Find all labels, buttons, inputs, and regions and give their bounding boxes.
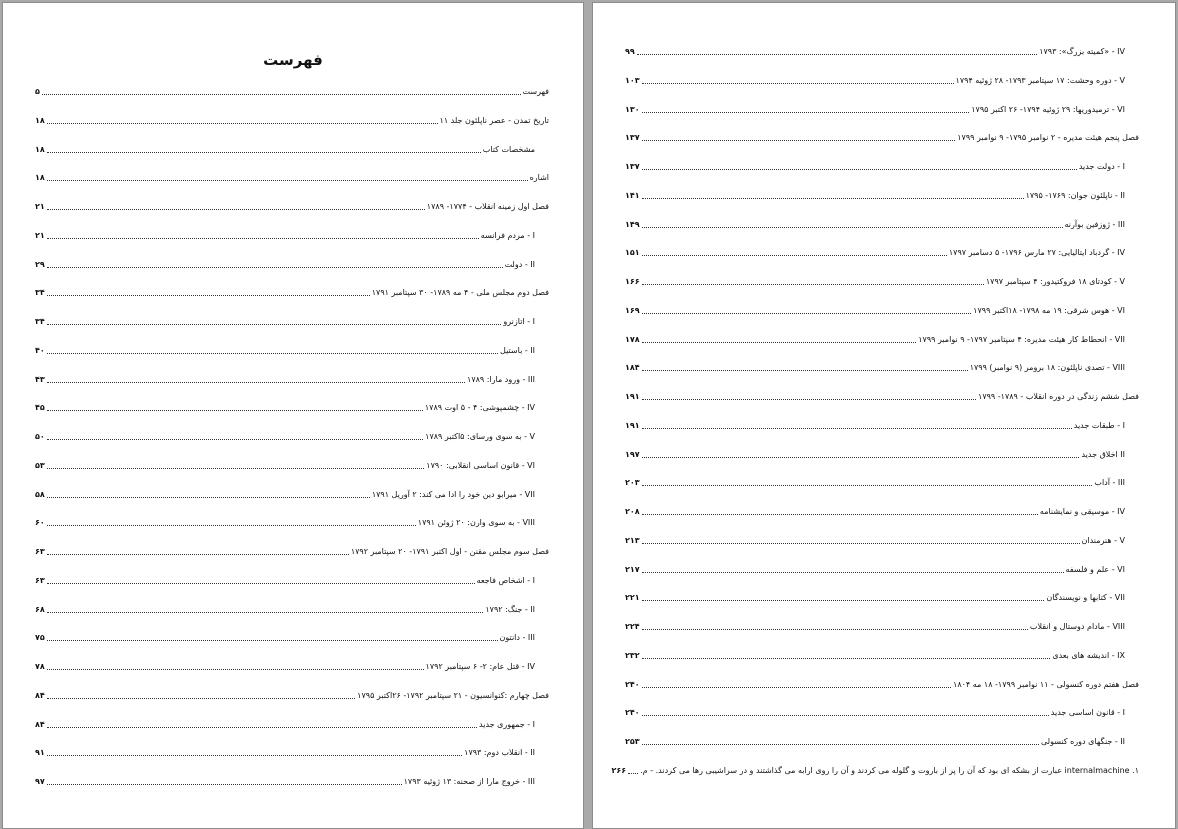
toc-entry-title: فصل چهارم :کنوانسیون - ۲۱ سپتامبر ۱۷۹۲- ۲۶اکتبر ۱۷۹۵	[357, 690, 549, 700]
dot-leader	[628, 773, 638, 774]
toc-entry-title: IX - اندیشه های بعدی	[1052, 650, 1125, 660]
toc-entry-title: II - جنگ: ۱۷۹۲	[485, 604, 535, 614]
toc-entry-title: II - انقلاب دوم: ۱۷۹۳	[464, 748, 535, 758]
toc-entry-title: II - جنگهای دوره کنسولی	[1040, 737, 1125, 746]
toc-entry-page-number: ۵۳	[35, 460, 45, 470]
dot-leader	[642, 112, 970, 113]
dot-leader	[47, 439, 423, 440]
toc-entry[interactable]	[625, 277, 1139, 287]
toc-entry-page-number: ۲۶۶	[611, 765, 627, 775]
dot-leader	[642, 399, 976, 400]
toc-entry-page-number: ۲۱۷	[625, 564, 640, 574]
toc-entry[interactable]	[35, 317, 549, 327]
toc-entry[interactable]	[625, 162, 1139, 172]
toc-entry-title: اشاره	[529, 173, 549, 183]
dot-leader	[642, 715, 1049, 716]
dot-leader	[47, 123, 438, 124]
dot-leader	[47, 152, 481, 153]
toc-entry-title: II - دولت	[504, 259, 535, 269]
dot-leader	[642, 687, 951, 688]
dot-leader	[642, 543, 1080, 544]
toc-entry-title: VII - انحطاط کار هیئت مدیره: ۴ سپتامبر ۱۷۹۷- ۹ نوامبر ۱۷۹۹	[918, 334, 1125, 344]
toc-entry[interactable]	[625, 335, 1139, 345]
toc-entry[interactable]	[35, 748, 549, 758]
toc-entry[interactable]	[625, 248, 1139, 258]
dot-leader	[47, 612, 484, 613]
dot-leader	[47, 755, 462, 756]
toc-entry-title: I - اشخاص فاجعه	[476, 575, 535, 585]
toc-entry-title: VIII - به سوی وارن: ۲۰ ژوئن ۱۷۹۱	[417, 518, 535, 528]
toc-entry-title: VI - علم و فلسفه	[1065, 564, 1125, 574]
toc-entry-title: III - ژوزفین بوآرنه	[1064, 219, 1125, 229]
dot-leader	[47, 554, 349, 555]
toc-entry[interactable]	[625, 708, 1139, 718]
dot-leader	[642, 600, 1045, 601]
toc-entry-title: VIII - مادام دوستال و انقلاب	[1029, 622, 1125, 631]
dot-leader	[47, 180, 528, 181]
toc-entry-title: تاریخ تمدن - عصر ناپلئون جلد ۱۱	[439, 115, 549, 125]
toc-entry-page-number: ۵۰	[35, 432, 45, 441]
dot-leader	[642, 370, 968, 371]
dot-leader	[42, 94, 521, 95]
toc-entry-page-number: ۱۹۱	[625, 420, 640, 430]
toc-entry[interactable]	[35, 662, 549, 672]
dot-leader	[642, 428, 1072, 429]
toc-entry[interactable]	[625, 622, 1139, 632]
toc-entry-title: IV - چشمپوشی: ۴ - ۵ اوت ۱۷۸۹	[424, 403, 535, 413]
toc-entry-page-number: ۱۴۱	[625, 190, 640, 200]
dot-leader	[642, 284, 984, 285]
left-document-page	[2, 2, 584, 829]
toc-entry-title: V - دوره وحشت: ۱۷ سپتامبر ۱۷۹۳- ۲۸ ژوئیه ۱۷۹۴	[955, 75, 1125, 85]
toc-entry[interactable]	[625, 76, 1139, 86]
toc-entry[interactable]	[35, 375, 549, 385]
toc-entry-page-number: ۶۰	[35, 518, 45, 528]
toc-entry[interactable]	[35, 288, 549, 298]
toc-entry[interactable]	[611, 765, 1139, 776]
toc-entry[interactable]	[625, 507, 1139, 517]
toc-entry-title: VI - قانون اساسی انقلابی: ۱۷۹۰	[426, 460, 535, 470]
toc-entry-page-number: ۲۰۸	[625, 507, 640, 516]
toc-entry-page-number: ۲۹	[35, 259, 45, 269]
dot-leader	[47, 267, 503, 268]
toc-entry-title: فهرست	[522, 87, 549, 96]
toc-entry[interactable]	[35, 173, 549, 183]
toc-entry[interactable]	[625, 593, 1139, 603]
toc-entry[interactable]	[35, 432, 549, 442]
toc-entry[interactable]	[35, 260, 549, 270]
toc-entry[interactable]	[625, 306, 1139, 316]
toc-entry-page-number: ۲۲۱	[625, 593, 640, 603]
dot-leader	[642, 457, 1080, 458]
toc-entry-page-number: ۲۱	[35, 202, 45, 211]
toc-entry-title: I - جمهوری جدید	[479, 719, 535, 729]
right-document-page	[592, 2, 1176, 829]
dot-leader	[637, 54, 1037, 55]
dot-leader	[47, 324, 502, 325]
dot-leader	[47, 295, 370, 296]
toc-entry[interactable]	[625, 737, 1139, 747]
toc-entry-page-number: ۴۰	[35, 345, 45, 355]
dot-leader	[642, 658, 1051, 659]
dot-leader	[47, 727, 477, 728]
toc-entry-title: I - دولت جدید	[1078, 162, 1125, 171]
toc-entry-title: فصل سوم مجلس مقنن - اول اکتبر ۱۷۹۱- ۲۰ سپتامبر ۱۷۹۲	[350, 547, 549, 556]
toc-entry-title: فصل هفتم دوره کنسولی - ۱۱ نوامبر ۱۷۹۹- ۱۸ مه ۱۸۰۴	[953, 679, 1139, 689]
toc-entry-title: فصل پنجم هیئت مدیره - ۲ نوامبر ۱۷۹۵- ۹ نوامبر ۱۷۹۹	[957, 133, 1139, 143]
dot-leader	[47, 669, 424, 670]
toc-entry-title: فصل اول زمینه انقلاب - ۱۷۷۴- ۱۷۸۹	[426, 202, 549, 211]
toc-entry[interactable]	[625, 220, 1139, 230]
toc-entry-page-number: ۲۳۲	[625, 650, 640, 660]
toc-entry-page-number: ۹۹	[625, 47, 635, 56]
toc-entry-page-number: ۲۴۰	[625, 708, 640, 718]
toc-entry[interactable]	[625, 651, 1139, 661]
toc-entry-page-number: ۴۳	[35, 374, 45, 384]
toc-entry[interactable]	[35, 777, 549, 787]
toc-entry[interactable]	[35, 461, 549, 471]
toc-entry[interactable]	[625, 363, 1139, 373]
toc-entry-page-number: ۸۴	[35, 690, 45, 700]
toc-entry-title: VIII - تصدی ناپلئون: ۱۸ برومر (۹ نوامبر) ۱۷۹۹	[969, 363, 1125, 373]
toc-entry[interactable]	[625, 133, 1139, 143]
toc-entry[interactable]	[625, 421, 1139, 431]
toc-entry[interactable]	[35, 605, 549, 615]
dot-leader	[47, 497, 370, 498]
toc-entry-page-number: ۶۳	[35, 547, 45, 556]
toc-entry-page-number: ۳۴	[35, 288, 45, 298]
dot-leader	[47, 784, 402, 785]
dot-leader	[642, 485, 1093, 486]
dot-leader	[47, 353, 498, 354]
toc-entry-page-number: ۷۵	[35, 633, 45, 643]
toc-entry-title: III - خروج مارا از صحنه: ۱۳ ژوئیه ۱۷۹۳	[403, 777, 535, 786]
toc-entry[interactable]	[35, 346, 549, 356]
toc-entry-title: VI - هوس شرقی: ۱۹ مه ۱۷۹۸- ۱۸اکتبر ۱۷۹۹	[973, 305, 1125, 315]
dot-leader	[642, 629, 1028, 630]
toc-entry[interactable]	[35, 691, 549, 701]
toc-entry[interactable]	[625, 565, 1139, 575]
toc-entry[interactable]	[35, 145, 549, 155]
toc-entry-title: II - ناپلئون جوان: ۱۷۶۹- ۱۷۹۵	[1025, 190, 1125, 200]
toc-entry-title: فصل دوم مجلس ملی - ۴ مه ۱۷۸۹- ۳۰ سپتامبر ۱۷۹۱	[371, 288, 549, 298]
dot-leader	[47, 209, 425, 210]
toc-entry-page-number: ۸۴	[35, 719, 45, 729]
toc-entry[interactable]	[35, 87, 549, 97]
toc-entry[interactable]	[625, 105, 1139, 115]
toc-entry[interactable]	[625, 450, 1139, 460]
toc-entry-title: مشخصات کتاب	[482, 144, 535, 154]
toc-entry[interactable]	[625, 680, 1139, 690]
toc-entry-page-number: ۲۱۳	[625, 535, 640, 545]
dot-leader	[47, 525, 416, 526]
toc-entry-page-number: ۱۹۱	[625, 392, 640, 401]
toc-entry-page-number: ۱۸۴	[625, 363, 640, 373]
toc-entry[interactable]	[35, 547, 549, 557]
toc-entry-page-number: ۱۸	[35, 173, 45, 183]
toc-entry-page-number: ۱۳۷	[625, 133, 640, 143]
toc-entry-title: III - ورود مارا: ۱۷۸۹	[467, 374, 535, 384]
dot-leader	[642, 255, 947, 256]
toc-entry-page-number: ۳۴	[35, 317, 45, 326]
toc-entry-page-number: ۴۵	[35, 403, 45, 413]
dot-leader	[47, 468, 425, 469]
toc-entry[interactable]	[35, 576, 549, 586]
dot-leader	[642, 342, 917, 343]
toc-entry[interactable]	[35, 720, 549, 730]
toc-entry[interactable]	[625, 191, 1139, 201]
toc-entry-page-number: ۵	[35, 87, 40, 96]
toc-entry-page-number: ۱۰۳	[625, 75, 640, 85]
toc-entry-page-number: ۲۰۳	[625, 478, 640, 488]
toc-entry[interactable]	[625, 392, 1139, 402]
toc-entry[interactable]	[35, 116, 549, 126]
dot-leader	[47, 640, 498, 641]
toc-entry-page-number: ۲۱	[35, 230, 45, 240]
toc-entry-title: VII - میرابو دین خود را ادا می کند: ۲ آوریل ۱۷۹۱	[371, 489, 535, 499]
toc-entry-title: II اخلاق جدید	[1081, 449, 1125, 459]
toc-entry-title: I - طبقات جدید	[1073, 420, 1125, 430]
toc-entry-page-number: ۶۸	[35, 604, 45, 614]
toc-entry-page-number: ۱۳۷	[625, 162, 640, 171]
toc-entry-page-number: ۹۱	[35, 748, 45, 758]
dot-leader	[642, 227, 1063, 228]
dot-leader	[642, 313, 972, 314]
toc-entry-page-number: ۱۳۰	[625, 104, 640, 114]
toc-entry-title: I - قانون اساسی جدید	[1050, 708, 1125, 718]
dot-leader	[642, 169, 1077, 170]
toc-entry-page-number: ۱۸	[35, 144, 45, 154]
dot-leader	[642, 572, 1064, 573]
toc-entry-title: VII - کتابها و نویسندگان	[1046, 593, 1125, 603]
toc-entry-page-number: ۵۸	[35, 489, 45, 499]
toc-entry[interactable]	[625, 47, 1139, 57]
toc-entry-page-number: ۷۸	[35, 662, 45, 671]
toc-entry-title: VI - ترمیدوریها: ۲۹ ژوئیه ۱۷۹۴- ۲۶ اکتبر ۱۷۹۵	[971, 104, 1125, 114]
toc-entry[interactable]	[35, 490, 549, 500]
toc-entry-title: III - آداب	[1094, 478, 1125, 488]
toc-entry-page-number: ۲۵۳	[625, 737, 640, 746]
toc-entry-page-number: ۲۲۴	[625, 622, 640, 631]
toc-entry-title: ۱. internalmachine عبارت از بشکه ای بود که آن را پر از باروت و گلوله می کردند و آن را روی ارابه می گذاشتند و در سراشیبی رها می کردند. - م.	[640, 765, 1139, 775]
toc-entry-title: II - باستیل	[500, 345, 535, 355]
toc-entry-title: V - کودتای ۱۸ فروکتیدور: ۴ سپتامبر ۱۷۹۷	[985, 277, 1125, 286]
toc-entry-page-number: ۶۳	[35, 575, 45, 585]
toc-entry-page-number: ۹۷	[35, 777, 45, 786]
toc-entry[interactable]	[35, 403, 549, 413]
dot-leader	[642, 744, 1039, 745]
dot-leader	[642, 140, 956, 141]
toc-entry[interactable]	[625, 478, 1139, 488]
toc-entry-title: IV - گردباد ایتالیایی: ۲۷ مارس ۱۷۹۶- ۵ دسامبر ۱۷۹۷	[948, 248, 1125, 258]
toc-entry-page-number: ۱۹۷	[625, 449, 640, 459]
dot-leader	[47, 382, 465, 383]
toc-entry-page-number: ۱۷۸	[625, 334, 640, 344]
toc-entry-title: IV - «کمیته بزرگ»: ۱۷۹۳	[1039, 47, 1125, 56]
dot-leader	[642, 198, 1024, 199]
toc-entry-page-number: ۱۶۶	[625, 277, 640, 286]
toc-entry-page-number: ۱۶۹	[625, 305, 640, 315]
toc-entry[interactable]	[35, 231, 549, 241]
toc-entry[interactable]	[35, 633, 549, 643]
page-title: فهرست	[263, 51, 323, 69]
toc-entry-title: I - اتازنرو	[503, 317, 535, 326]
dot-leader	[47, 698, 355, 699]
toc-entry[interactable]	[625, 536, 1139, 546]
dot-leader	[47, 410, 423, 411]
toc-entry-title: IV - قتل عام: ۲- ۶ سپتامبر ۱۷۹۲	[425, 662, 535, 671]
toc-entry-title: IV - موسیقی و نمایشنامه	[1039, 507, 1125, 516]
toc-entry-title: V - هنرمندان	[1081, 535, 1125, 545]
toc-entry-page-number: ۲۴۰	[625, 679, 640, 689]
toc-entry-title: فصل ششم زندگی در دوره انقلاب - ۱۷۸۹- ۱۷۹۹	[978, 392, 1139, 401]
toc-entry-title: I - مردم فرانسه	[480, 230, 535, 240]
toc-entry-title: V - به سوی ورسای: ۵اکتبر ۱۷۸۹	[425, 432, 535, 441]
toc-entry-page-number: ۱۵۱	[625, 248, 640, 258]
toc-entry-page-number: ۱۴۹	[625, 219, 640, 229]
dot-leader	[642, 83, 954, 84]
dot-leader	[642, 514, 1038, 515]
dot-leader	[47, 583, 475, 584]
toc-entry-title: III - دانتون	[499, 633, 535, 643]
toc-entry[interactable]	[35, 202, 549, 212]
dot-leader	[47, 238, 479, 239]
toc-entry[interactable]	[35, 518, 549, 528]
toc-entry-page-number: ۱۸	[35, 115, 45, 125]
